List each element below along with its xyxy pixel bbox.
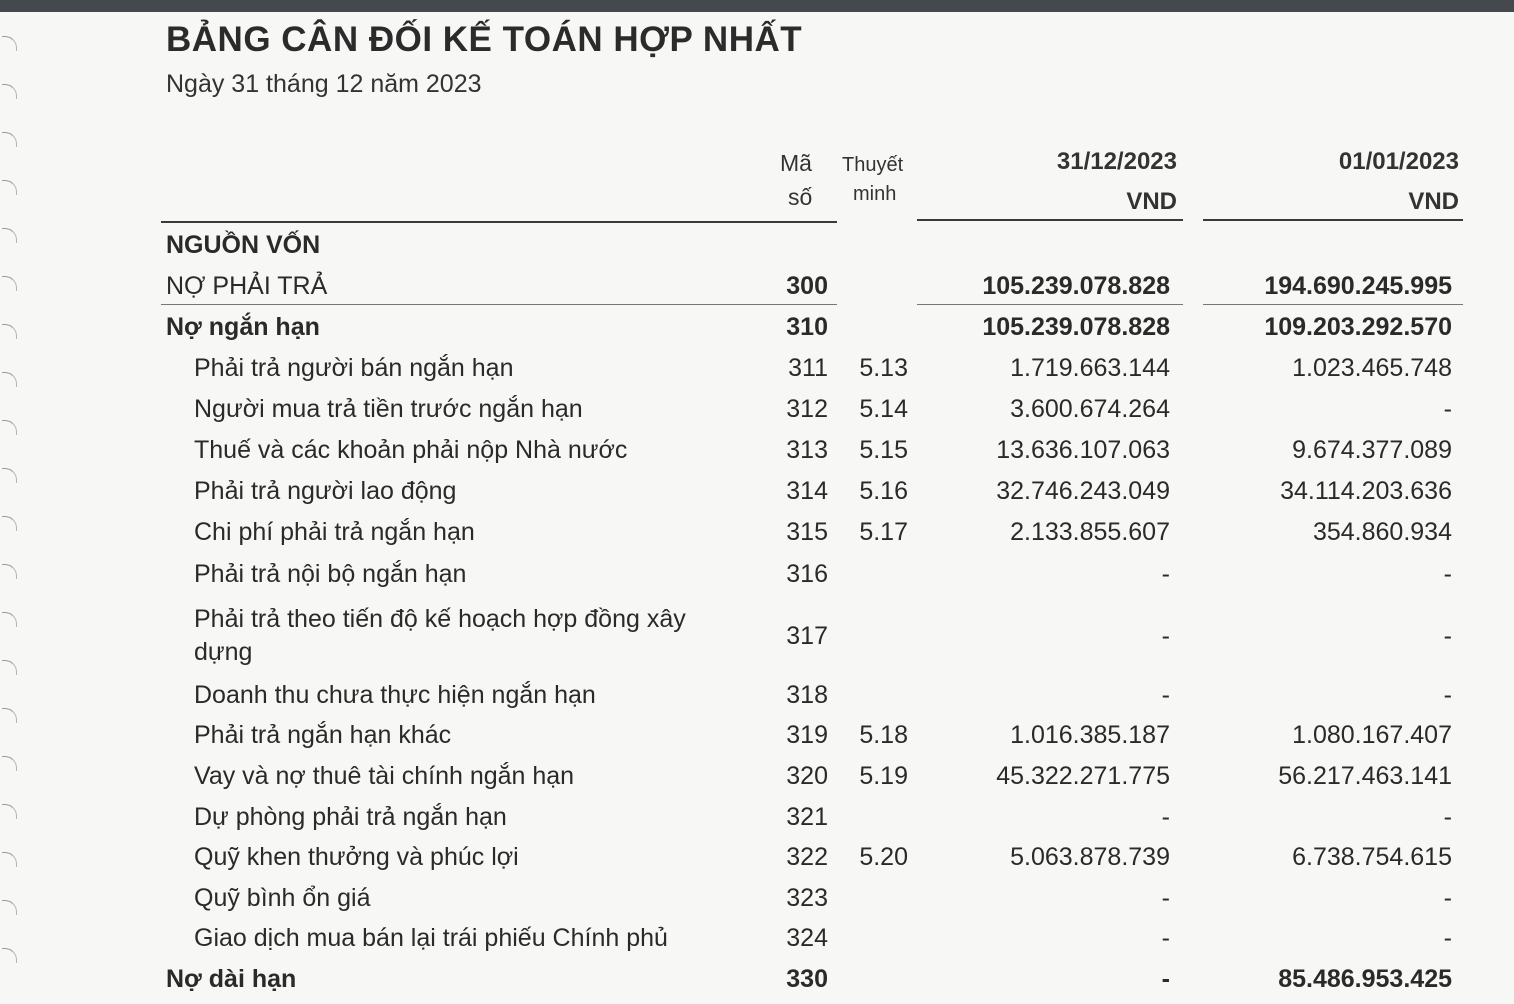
row-value-2022: 56.217.463.141 — [1278, 762, 1452, 790]
row-code: 324 — [786, 924, 828, 952]
row-label: Giao dịch mua bán lại trái phiếu Chính phủ — [194, 924, 668, 952]
header-rule — [1203, 219, 1463, 221]
row-value-2023: 13.636.107.063 — [996, 436, 1170, 464]
row-value-2022: 34.114.203.636 — [1280, 477, 1452, 505]
header-col1-date: 31/12/2023 — [1056, 148, 1177, 175]
row-value-2022: - — [1443, 924, 1452, 952]
row-value-2022: 85.486.953.425 — [1278, 965, 1452, 993]
row-label: Nợ ngắn hạn — [166, 313, 320, 341]
row-label: Phải trả người bán ngắn hạn — [194, 354, 514, 382]
header-note-line1: Thuyết — [842, 154, 904, 176]
row-label: Phải trả nội bộ ngắn hạn — [194, 560, 467, 588]
row-value-2022: - — [1443, 803, 1452, 831]
table-row — [0, 963, 1514, 1003]
binder-ring — [2, 84, 17, 99]
table-row — [0, 270, 1514, 310]
row-code: 315 — [786, 518, 828, 546]
row-value-2023: - — [1161, 803, 1170, 831]
row-note: 5.20 — [859, 843, 908, 871]
row-value-2023: - — [1161, 622, 1170, 650]
table-row — [0, 882, 1514, 922]
row-value-2022: 1.080.167.407 — [1292, 721, 1452, 749]
row-value-2023: 3.600.674.264 — [1010, 395, 1170, 423]
row-note: 5.19 — [859, 762, 908, 790]
row-value-2023: 105.239.078.828 — [982, 272, 1170, 300]
row-value-2023: 32.746.243.049 — [996, 477, 1170, 505]
row-code: 320 — [786, 762, 828, 790]
row-label: Thuế và các khoản phải nộp Nhà nước — [194, 436, 628, 464]
row-note: 5.18 — [859, 721, 908, 749]
document-title: BẢNG CÂN ĐỐI KẾ TOÁN HỢP NHẤT — [166, 20, 803, 59]
table-row — [0, 801, 1514, 841]
row-value-2022: - — [1443, 884, 1452, 912]
window-top-bar — [0, 0, 1514, 12]
row-code: 330 — [786, 965, 828, 993]
row-value-2022: - — [1443, 622, 1452, 650]
row-code: 317 — [786, 622, 828, 650]
row-code: 313 — [786, 436, 828, 464]
table-row — [0, 352, 1514, 392]
row-value-2023: - — [1161, 681, 1170, 709]
table-row — [0, 434, 1514, 474]
row-code: 312 — [786, 395, 828, 423]
row-value-2022: - — [1443, 560, 1452, 588]
row-label: Phải trả theo tiến độ kế hoạch hợp đồng xây dựng — [194, 605, 686, 666]
table-row — [0, 922, 1514, 962]
table-row — [0, 311, 1514, 351]
table-row — [0, 393, 1514, 433]
row-code: 318 — [786, 681, 828, 709]
table-row — [0, 603, 1514, 677]
row-label: Dự phòng phải trả ngắn hạn — [194, 803, 507, 831]
row-code: 323 — [786, 884, 828, 912]
row-code: 300 — [786, 272, 828, 300]
table-row — [0, 229, 1514, 269]
row-label: Phải trả người lao động — [194, 477, 457, 505]
header-rule — [917, 219, 1183, 221]
row-note: 5.14 — [859, 395, 908, 423]
row-label: Chi phí phải trả ngắn hạn — [194, 518, 475, 546]
row-value-2022: 9.674.377.089 — [1292, 436, 1452, 464]
header-code-line2: số — [788, 184, 813, 210]
header-col2-unit: VND — [1408, 188, 1459, 215]
table-row — [0, 841, 1514, 881]
row-value-2022: - — [1443, 395, 1452, 423]
row-value-2022: 194.690.245.995 — [1264, 272, 1452, 300]
row-value-2023: 2.133.855.607 — [1010, 518, 1170, 546]
row-code: 319 — [786, 721, 828, 749]
binder-ring — [2, 36, 17, 51]
row-value-2023: 45.322.271.775 — [996, 762, 1170, 790]
row-label: NGUỒN VỐN — [166, 231, 321, 259]
row-label: Phải trả ngắn hạn khác — [194, 721, 452, 749]
binder-ring — [2, 132, 17, 147]
header-col2-date: 01/01/2023 — [1338, 148, 1459, 175]
row-value-2022: 6.738.754.615 — [1292, 843, 1452, 871]
row-label: Vay và nợ thuê tài chính ngắn hạn — [194, 762, 575, 790]
row-code: 321 — [786, 803, 828, 831]
table-row — [0, 719, 1514, 759]
row-code: 322 — [786, 843, 828, 871]
row-label: Quỹ bình ổn giá — [194, 884, 371, 912]
row-value-2023: 105.239.078.828 — [982, 313, 1170, 341]
row-label: Người mua trả tiền trước ngắn hạn — [194, 395, 583, 423]
row-label: Nợ dài hạn — [166, 965, 297, 993]
row-label: NỢ PHẢI TRẢ — [166, 272, 328, 300]
row-value-2023: 1.719.663.144 — [1010, 354, 1170, 382]
row-value-2023: - — [1161, 884, 1170, 912]
row-note: 5.17 — [859, 518, 908, 546]
table-row — [0, 679, 1514, 719]
row-code: 310 — [786, 313, 828, 341]
row-label: Doanh thu chưa thực hiện ngắn hạn — [194, 681, 596, 709]
table-row — [0, 516, 1514, 556]
document-date: Ngày 31 tháng 12 năm 2023 — [166, 70, 482, 98]
row-label: Quỹ khen thưởng và phúc lợi — [194, 843, 519, 871]
row-code: 314 — [786, 477, 828, 505]
row-code: 316 — [786, 560, 828, 588]
row-note: 5.13 — [859, 354, 908, 382]
row-value-2023: - — [1161, 924, 1170, 952]
row-note: 5.16 — [859, 477, 908, 505]
row-value-2022: 1.023.465.748 — [1292, 354, 1452, 382]
row-value-2022: - — [1443, 681, 1452, 709]
table-row — [0, 558, 1514, 598]
row-value-2022: 354.860.934 — [1312, 518, 1452, 546]
row-value-2022: 109.203.292.570 — [1264, 313, 1452, 341]
header-rule — [161, 221, 837, 223]
row-value-2023: 1.016.385.187 — [1010, 721, 1170, 749]
row-value-2023: - — [1161, 560, 1170, 588]
binder-ring — [2, 180, 17, 195]
header-code-line1: Mã — [780, 150, 812, 176]
row-value-2023: 5.063.878.739 — [1010, 843, 1170, 871]
table-row — [0, 475, 1514, 515]
header-col1-unit: VND — [1126, 188, 1177, 215]
table-row — [0, 760, 1514, 800]
row-code: 311 — [788, 354, 828, 382]
row-value-2023: - — [1161, 965, 1170, 993]
header-note-line2: minh — [853, 183, 897, 205]
row-note: 5.15 — [859, 436, 908, 464]
